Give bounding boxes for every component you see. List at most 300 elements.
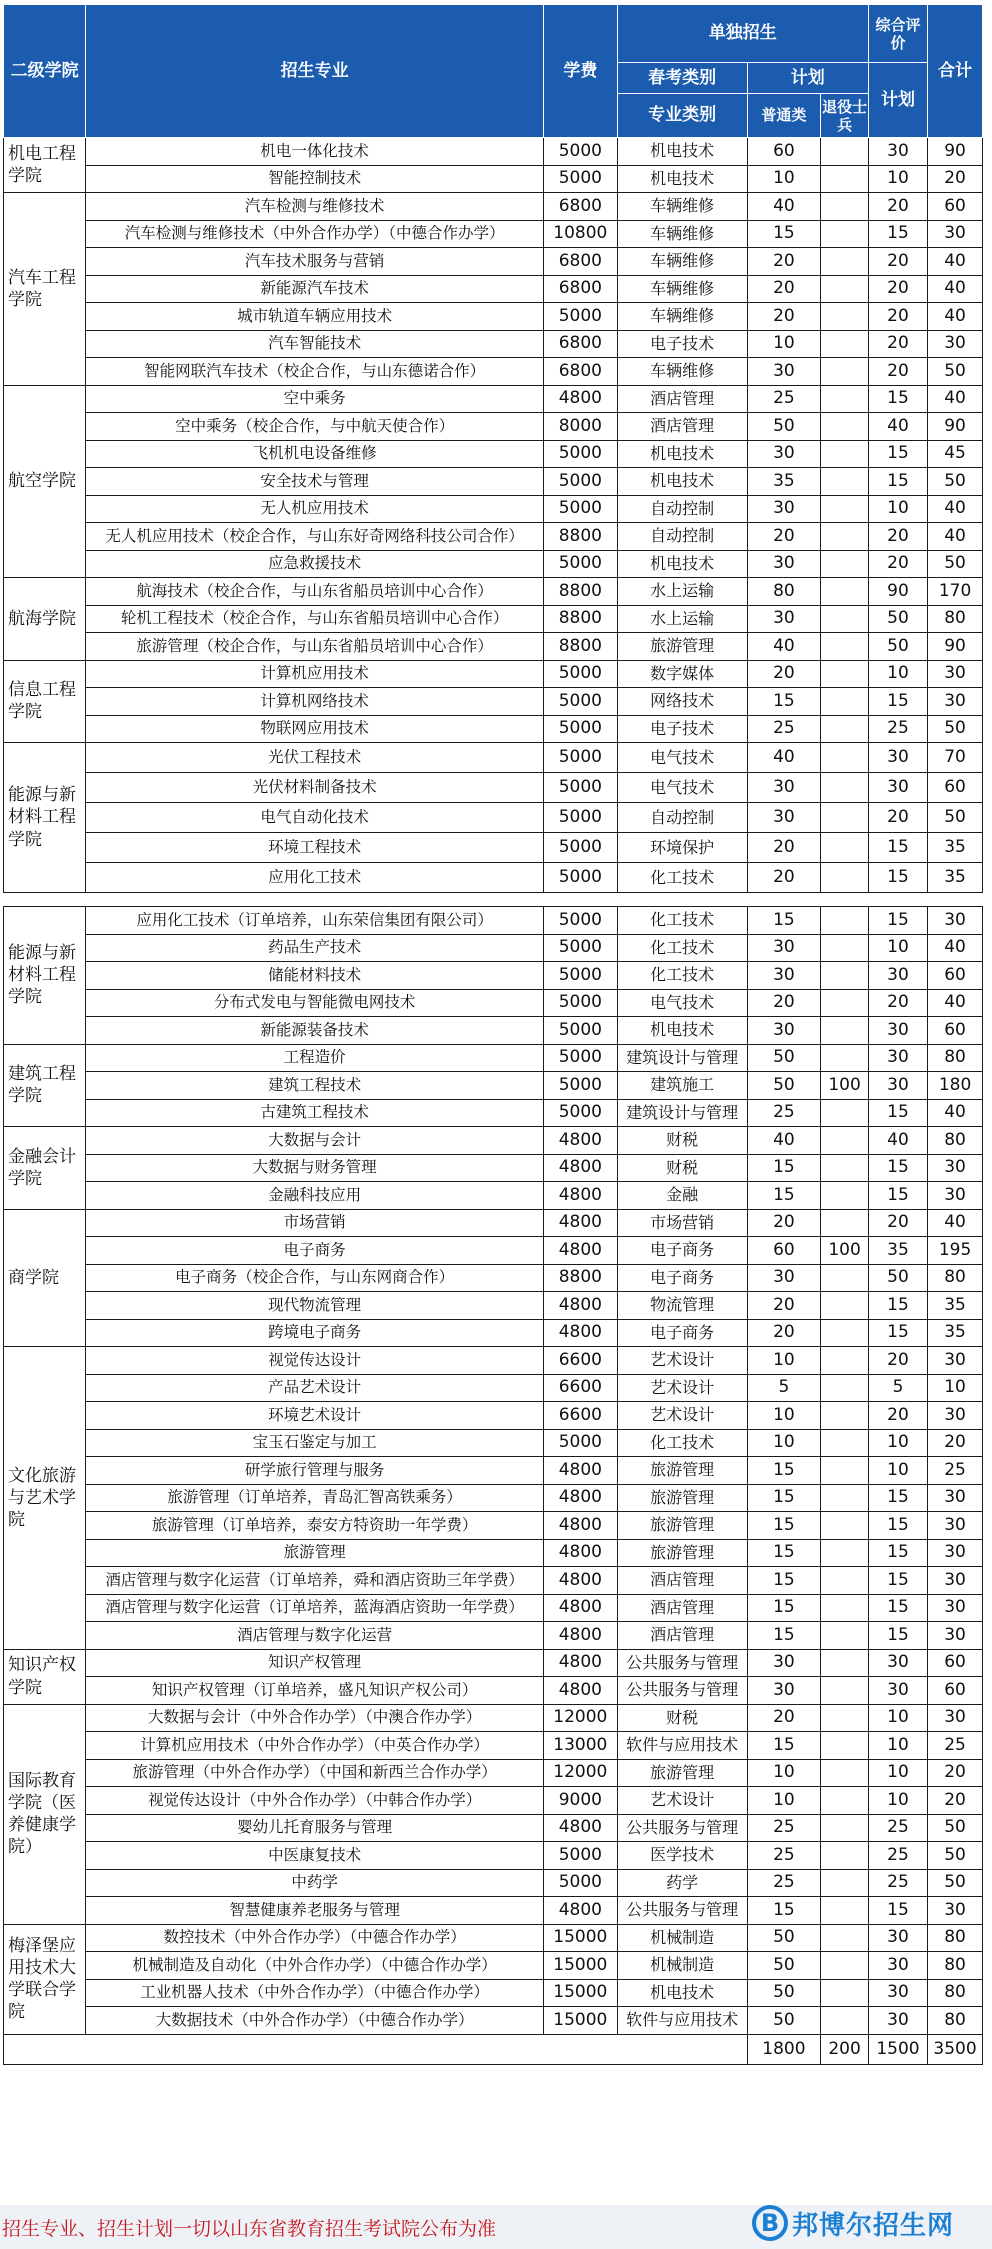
general-cell: 20 [747, 660, 821, 688]
table-row [4, 1072, 983, 1100]
comp-cell: 10 [868, 1429, 927, 1457]
category-cell: 机械制造 [617, 1952, 747, 1980]
veteran-cell [821, 1814, 869, 1842]
fee-cell: 4800 [544, 1292, 618, 1320]
general-cell: 15 [747, 907, 821, 935]
category-cell: 电气技术 [617, 743, 747, 773]
total-cell: 50 [928, 803, 983, 833]
category-cell: 机电技术 [617, 165, 747, 193]
table-row [4, 303, 983, 331]
table-row [4, 1429, 983, 1457]
table-row [4, 1154, 983, 1182]
general-cell: 30 [747, 1017, 821, 1045]
major-cell: 智能控制技术 [86, 165, 544, 193]
comp-cell: 20 [868, 303, 927, 331]
total-cell: 20 [928, 1759, 983, 1787]
total-cell: 80 [928, 1952, 983, 1980]
general-cell: 40 [747, 193, 821, 221]
comp-cell: 5 [868, 1374, 927, 1402]
category-cell: 机械制造 [617, 1924, 747, 1952]
general-cell: 80 [747, 578, 821, 606]
header-major-category: 专业类别 [617, 94, 747, 138]
category-cell: 车辆维修 [617, 303, 747, 331]
general-cell: 15 [747, 1457, 821, 1485]
general-cell: 10 [747, 1759, 821, 1787]
category-cell: 化工技术 [617, 962, 747, 990]
general-cell: 50 [747, 1072, 821, 1100]
veteran-cell [821, 907, 869, 935]
general-cell: 15 [747, 688, 821, 716]
comp-cell: 15 [868, 863, 927, 893]
fee-cell: 4800 [544, 1814, 618, 1842]
table-row [4, 773, 983, 803]
veteran-cell [821, 1649, 869, 1677]
total-cell: 90 [928, 138, 983, 166]
table-row [4, 715, 983, 743]
total-cell: 80 [928, 1127, 983, 1155]
comp-cell: 15 [868, 833, 927, 863]
table-row [4, 1182, 983, 1210]
comp-cell: 15 [868, 440, 927, 468]
category-cell: 公共服务与管理 [617, 1677, 747, 1705]
comp-cell: 30 [868, 743, 927, 773]
category-cell: 车辆维修 [617, 248, 747, 276]
veteran-cell [821, 193, 869, 221]
veteran-cell [821, 1429, 869, 1457]
major-cell: 汽车智能技术 [86, 330, 544, 358]
category-cell: 酒店管理 [617, 385, 747, 413]
total-cell: 30 [928, 1512, 983, 1540]
total-veteran: 200 [821, 2034, 869, 2064]
general-cell: 30 [747, 773, 821, 803]
comp-cell: 30 [868, 773, 927, 803]
general-cell: 25 [747, 1814, 821, 1842]
major-cell: 电子商务（校企合作，与山东网商合作） [86, 1264, 544, 1292]
fee-cell: 4800 [544, 1539, 618, 1567]
general-cell: 50 [747, 413, 821, 441]
category-cell: 电子技术 [617, 330, 747, 358]
table-row [4, 833, 983, 863]
total-general: 1800 [747, 2034, 821, 2064]
header-college: 二级学院 [4, 5, 86, 138]
total-cell: 30 [928, 220, 983, 248]
major-cell: 无人机应用技术（校企合作，与山东好奇网络科技公司合作） [86, 523, 544, 551]
major-cell: 酒店管理与数字化运营（订单培养，舜和酒店资助三年学费） [86, 1567, 544, 1595]
veteran-cell [821, 138, 869, 166]
comp-cell: 10 [868, 495, 927, 523]
total-cell: 50 [928, 1814, 983, 1842]
table-row [4, 468, 983, 496]
major-cell: 安全技术与管理 [86, 468, 544, 496]
major-cell: 空中乘务 [86, 385, 544, 413]
general-cell: 50 [747, 1924, 821, 1952]
fee-cell: 4800 [544, 1484, 618, 1512]
table-row [4, 1704, 983, 1732]
total-cell: 80 [928, 1264, 983, 1292]
veteran-cell [821, 1732, 869, 1760]
major-cell: 产品艺术设计 [86, 1374, 544, 1402]
table-row [4, 1594, 983, 1622]
total-cell: 10 [928, 1374, 983, 1402]
table-row [4, 193, 983, 221]
total-cell: 40 [928, 523, 983, 551]
major-cell: 无人机应用技术 [86, 495, 544, 523]
general-cell: 20 [747, 863, 821, 893]
fee-cell: 6600 [544, 1374, 618, 1402]
total-cell: 30 [928, 1402, 983, 1430]
total-cell: 50 [928, 358, 983, 386]
category-cell: 市场营销 [617, 1209, 747, 1237]
category-cell: 酒店管理 [617, 1567, 747, 1595]
veteran-cell [821, 1099, 869, 1127]
category-cell: 软件与应用技术 [617, 1732, 747, 1760]
category-cell: 机电技术 [617, 550, 747, 578]
major-cell: 汽车检测与维修技术（中外合作办学）（中德合作办学） [86, 220, 544, 248]
major-cell: 旅游管理（订单培养，青岛汇智高铁乘务） [86, 1484, 544, 1512]
general-cell: 10 [747, 1787, 821, 1815]
veteran-cell [821, 688, 869, 716]
veteran-cell [821, 1017, 869, 1045]
category-cell: 数字媒体 [617, 660, 747, 688]
table-row [4, 633, 983, 661]
comp-cell: 40 [868, 1127, 927, 1155]
general-cell: 20 [747, 989, 821, 1017]
table-row [4, 907, 983, 935]
total-cell: 25 [928, 1732, 983, 1760]
general-cell: 30 [747, 934, 821, 962]
fee-cell: 8800 [544, 1264, 618, 1292]
total-cell: 30 [928, 1704, 983, 1732]
site-logo[interactable] [752, 2203, 954, 2243]
general-cell: 15 [747, 1512, 821, 1540]
veteran-cell [821, 989, 869, 1017]
veteran-cell [821, 303, 869, 331]
fee-cell: 8800 [544, 605, 618, 633]
veteran-cell [821, 633, 869, 661]
total-cell: 180 [928, 1072, 983, 1100]
table-row [4, 1264, 983, 1292]
category-cell: 酒店管理 [617, 1622, 747, 1650]
total-cell: 60 [928, 1677, 983, 1705]
total-cell: 40 [928, 248, 983, 276]
veteran-cell [821, 1787, 869, 1815]
category-cell: 化工技术 [617, 1429, 747, 1457]
fee-cell: 5000 [544, 803, 618, 833]
general-cell: 10 [747, 1429, 821, 1457]
fee-cell: 5000 [544, 934, 618, 962]
general-cell: 20 [747, 833, 821, 863]
major-cell: 应用化工技术（订单培养，山东荣信集团有限公司） [86, 907, 544, 935]
comp-cell: 25 [868, 715, 927, 743]
total-cell: 40 [928, 495, 983, 523]
fee-cell: 15000 [544, 1952, 618, 1980]
comp-cell: 10 [868, 1732, 927, 1760]
table-row [4, 550, 983, 578]
fee-cell: 5000 [544, 833, 618, 863]
major-cell: 旅游管理（中外合作办学）（中国和新西兰合作办学） [86, 1759, 544, 1787]
total-cell: 50 [928, 1869, 983, 1897]
major-cell: 智能网联汽车技术（校企合作，与山东德诺合作） [86, 358, 544, 386]
veteran-cell [821, 773, 869, 803]
fee-cell: 5000 [544, 550, 618, 578]
veteran-cell [821, 1264, 869, 1292]
table-row [4, 1897, 983, 1925]
veteran-cell [821, 1347, 869, 1375]
table-row [4, 605, 983, 633]
general-cell: 35 [747, 468, 821, 496]
college-cell: 航空学院 [4, 385, 86, 578]
veteran-cell [821, 1484, 869, 1512]
general-cell: 50 [747, 1952, 821, 1980]
total-cell: 90 [928, 633, 983, 661]
college-cell: 信息工程学院 [4, 660, 86, 743]
major-cell: 汽车技术服务与营销 [86, 248, 544, 276]
fee-cell: 4800 [544, 1512, 618, 1540]
comp-cell: 20 [868, 275, 927, 303]
category-cell: 旅游管理 [617, 1457, 747, 1485]
comp-cell: 15 [868, 1622, 927, 1650]
total-cell: 70 [928, 743, 983, 773]
major-cell: 古建筑工程技术 [86, 1099, 544, 1127]
major-cell: 环境工程技术 [86, 833, 544, 863]
table-row [4, 1732, 983, 1760]
major-cell: 大数据与财务管理 [86, 1154, 544, 1182]
veteran-cell [821, 1897, 869, 1925]
category-cell: 电子商务 [617, 1264, 747, 1292]
total-cell: 60 [928, 773, 983, 803]
category-cell: 自动控制 [617, 803, 747, 833]
comp-cell: 15 [868, 1567, 927, 1595]
major-cell: 大数据与会计（中外合作办学）（中澳合作办学） [86, 1704, 544, 1732]
total-cell: 35 [928, 1292, 983, 1320]
category-cell: 建筑施工 [617, 1072, 747, 1100]
comp-cell: 30 [868, 1677, 927, 1705]
comp-cell: 25 [868, 1869, 927, 1897]
table-row [4, 1402, 983, 1430]
footer-notice: 招生专业、招生计划一切以山东省教育招生考试院公布为准 [2, 2218, 497, 2240]
veteran-cell [821, 358, 869, 386]
table-row [4, 1044, 983, 1072]
total-cell: 40 [928, 934, 983, 962]
major-cell: 知识产权管理（订单培养，盛凡知识产权公司） [86, 1677, 544, 1705]
category-cell: 公共服务与管理 [617, 1814, 747, 1842]
general-cell: 5 [747, 1374, 821, 1402]
major-cell: 药品生产技术 [86, 934, 544, 962]
fee-cell: 6600 [544, 1347, 618, 1375]
comp-cell: 30 [868, 1649, 927, 1677]
comp-cell: 25 [868, 1814, 927, 1842]
category-cell: 旅游管理 [617, 1539, 747, 1567]
fee-cell: 4800 [544, 1237, 618, 1265]
fee-cell: 5000 [544, 1842, 618, 1870]
category-cell: 水上运输 [617, 605, 747, 633]
major-cell: 计算机应用技术 [86, 660, 544, 688]
fee-cell: 12000 [544, 1759, 618, 1787]
category-cell: 金融 [617, 1182, 747, 1210]
fee-cell: 4800 [544, 1319, 618, 1347]
total-cell: 40 [928, 385, 983, 413]
category-cell: 机电技术 [617, 138, 747, 166]
fee-cell: 8800 [544, 633, 618, 661]
table-row [4, 1512, 983, 1540]
category-cell: 旅游管理 [617, 1512, 747, 1540]
college-cell: 建筑工程学院 [4, 1044, 86, 1127]
category-cell: 电子商务 [617, 1319, 747, 1347]
major-cell: 计算机网络技术 [86, 688, 544, 716]
total-cell: 45 [928, 440, 983, 468]
total-cell: 20 [928, 165, 983, 193]
major-cell: 酒店管理与数字化运营 [86, 1622, 544, 1650]
total-cell: 50 [928, 1842, 983, 1870]
table-row [4, 1237, 983, 1265]
general-cell: 10 [747, 1402, 821, 1430]
category-cell: 建筑设计与管理 [617, 1099, 747, 1127]
table-row [4, 989, 983, 1017]
major-cell: 视觉传达设计（中外合作办学）（中韩合作办学） [86, 1787, 544, 1815]
comp-cell: 30 [868, 1017, 927, 1045]
general-cell: 15 [747, 1622, 821, 1650]
major-cell: 分布式发电与智能微电网技术 [86, 989, 544, 1017]
comp-cell: 15 [868, 688, 927, 716]
major-cell: 环境艺术设计 [86, 1402, 544, 1430]
category-cell: 机电技术 [617, 1017, 747, 1045]
total-sum: 3500 [928, 2034, 983, 2064]
table-row [4, 1017, 983, 1045]
total-cell: 30 [928, 1484, 983, 1512]
table-row [4, 1759, 983, 1787]
major-cell: 电子商务 [86, 1237, 544, 1265]
comp-cell: 30 [868, 2007, 927, 2035]
category-cell: 旅游管理 [617, 1759, 747, 1787]
category-cell: 网络技术 [617, 688, 747, 716]
comp-cell: 20 [868, 803, 927, 833]
table-row [4, 1292, 983, 1320]
category-cell: 建筑设计与管理 [617, 1044, 747, 1072]
category-cell: 化工技术 [617, 907, 747, 935]
fee-cell: 4800 [544, 1567, 618, 1595]
major-cell: 城市轨道车辆应用技术 [86, 303, 544, 331]
comp-cell: 20 [868, 550, 927, 578]
comp-cell: 20 [868, 1347, 927, 1375]
category-cell: 艺术设计 [617, 1402, 747, 1430]
veteran-cell [821, 1457, 869, 1485]
general-cell: 30 [747, 1264, 821, 1292]
comp-cell: 50 [868, 605, 927, 633]
table-row [4, 1567, 983, 1595]
comp-cell: 30 [868, 138, 927, 166]
veteran-cell [821, 2007, 869, 2035]
veteran-cell [821, 1924, 869, 1952]
major-cell: 光伏材料制备技术 [86, 773, 544, 803]
total-cell: 50 [928, 550, 983, 578]
category-cell: 酒店管理 [617, 413, 747, 441]
total-cell: 35 [928, 1319, 983, 1347]
category-cell: 电子技术 [617, 715, 747, 743]
major-cell: 婴幼儿托育服务与管理 [86, 1814, 544, 1842]
category-cell: 环境保护 [617, 833, 747, 863]
comp-cell: 15 [868, 1099, 927, 1127]
veteran-cell [821, 1842, 869, 1870]
table-row [4, 1979, 983, 2007]
comp-cell: 20 [868, 358, 927, 386]
general-cell: 40 [747, 633, 821, 661]
fee-cell: 8000 [544, 413, 618, 441]
category-cell: 机电技术 [617, 468, 747, 496]
fee-cell: 15000 [544, 2007, 618, 2035]
major-cell: 智慧健康养老服务与管理 [86, 1897, 544, 1925]
fee-cell: 4800 [544, 1649, 618, 1677]
fee-cell: 9000 [544, 1787, 618, 1815]
major-cell: 金融科技应用 [86, 1182, 544, 1210]
fee-cell: 5000 [544, 1869, 618, 1897]
major-cell: 宝玉石鉴定与加工 [86, 1429, 544, 1457]
veteran-cell [821, 715, 869, 743]
fee-cell: 4800 [544, 1622, 618, 1650]
comp-cell: 25 [868, 1842, 927, 1870]
general-cell: 15 [747, 1567, 821, 1595]
veteran-cell [821, 385, 869, 413]
major-cell: 应急救援技术 [86, 550, 544, 578]
major-cell: 工程造价 [86, 1044, 544, 1072]
total-cell: 170 [928, 578, 983, 606]
table-row [4, 2007, 983, 2035]
veteran-cell [821, 1319, 869, 1347]
veteran-cell [821, 220, 869, 248]
general-cell: 40 [747, 743, 821, 773]
table-row [4, 803, 983, 833]
comp-cell: 10 [868, 1759, 927, 1787]
category-cell: 医学技术 [617, 1842, 747, 1870]
general-cell: 15 [747, 220, 821, 248]
table-row [4, 275, 983, 303]
total-cell: 30 [928, 1622, 983, 1650]
fee-cell: 8800 [544, 523, 618, 551]
total-cell: 30 [928, 1897, 983, 1925]
general-cell: 30 [747, 1649, 821, 1677]
veteran-cell [821, 275, 869, 303]
total-cell: 50 [928, 468, 983, 496]
comp-cell: 15 [868, 1292, 927, 1320]
college-cell: 汽车工程学院 [4, 193, 86, 386]
logo-b-icon: B [752, 2205, 788, 2241]
general-cell: 20 [747, 523, 821, 551]
comp-cell: 10 [868, 165, 927, 193]
comp-cell: 20 [868, 330, 927, 358]
total-cell: 25 [928, 1457, 983, 1485]
header-general: 普通类 [747, 94, 821, 138]
general-cell: 50 [747, 1044, 821, 1072]
general-cell: 10 [747, 1347, 821, 1375]
total-cell: 50 [928, 715, 983, 743]
comp-cell: 15 [868, 220, 927, 248]
comp-cell: 50 [868, 1264, 927, 1292]
total-cell: 80 [928, 2007, 983, 2035]
fee-cell: 5000 [544, 715, 618, 743]
header-comp-plan: 计划 [868, 63, 927, 138]
major-cell: 中药学 [86, 1869, 544, 1897]
total-cell: 30 [928, 1182, 983, 1210]
comp-cell: 20 [868, 248, 927, 276]
college-cell: 能源与新材料工程学院 [4, 743, 86, 893]
major-cell: 知识产权管理 [86, 1649, 544, 1677]
total-cell: 30 [928, 688, 983, 716]
comp-cell: 10 [868, 934, 927, 962]
comp-cell: 20 [868, 193, 927, 221]
major-cell: 研学旅行管理与服务 [86, 1457, 544, 1485]
total-cell: 60 [928, 193, 983, 221]
table-row [4, 578, 983, 606]
fee-cell: 5000 [544, 303, 618, 331]
